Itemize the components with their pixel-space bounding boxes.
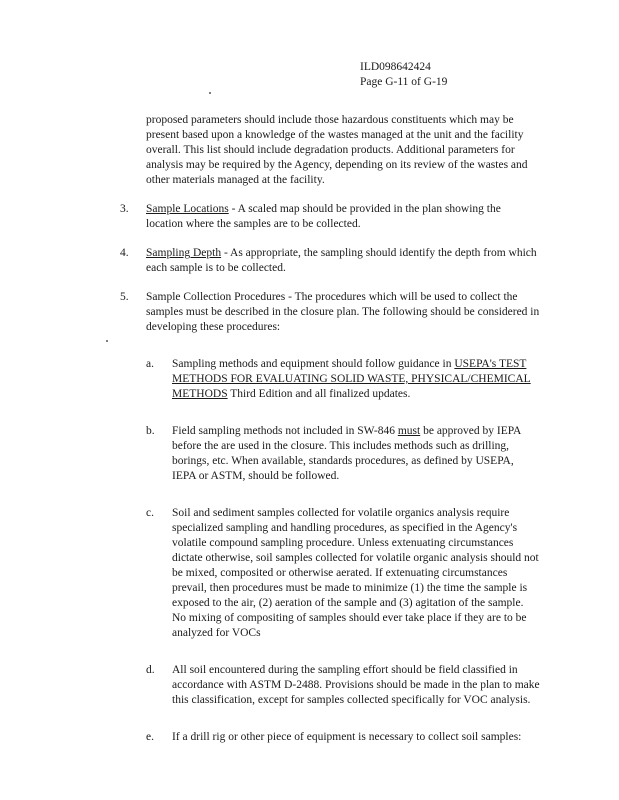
subitem-text: Soil and sediment samples collected for volatile organics analysis require specialized sampling and handling procedures, as specified in the Agency's volatile compound sampling procedure. Unless extenuating circumstances dictate otherwise, soil samples collected for volatile organic analysis should not be mixed, composited or otherwise aerated. If extenuating circumstances prevail, then procedures must be made to minimize (1) the time the sample is exposed to the air, (2) aeration of the sample and (3) agitation of the sample. No mixing of compositing of samples should ever take place if they are to be analyzed for VOCs xyxy=(172,507,539,639)
intro-paragraph: proposed parameters should include those hazardous constituents which may be present based upon a knowledge of the wastes managed at the unit and the facility overall. This list should include degradation products. Additional parameters for analysis may be required by the Agency, depending on its review of the wastes and other materials managed at the facility. xyxy=(146,114,528,186)
page-header xyxy=(360,60,447,90)
item-text: - The procedures which will be used to collect the samples must be described in the closure plan. The following should be considered in developing these procedures: xyxy=(146,291,540,333)
item-text: - As appropriate, the sampling should identify the depth from which each sample is to be collected. xyxy=(146,247,537,274)
subitem-text: Third Edition and all finalized updates. xyxy=(227,388,411,400)
reference-link[interactable]: USEPA's TEST METHODS FOR EVALUATING SOLID WASTE, PHYSICAL/CHEMICAL METHODS xyxy=(172,358,531,400)
subitem-d xyxy=(120,663,540,708)
item-number: 3. xyxy=(120,203,129,215)
subitem-label: d. xyxy=(146,664,155,676)
subitem-label: c. xyxy=(146,507,154,519)
subitem-text: be approved by IEPA before the are used in the closure. This includes methods such as drilling, borings, etc. When available, standards procedures, as defined by USEPA, IEPA or ASTM, should be followed. xyxy=(172,425,521,482)
emphasis-text: must xyxy=(397,425,421,437)
subitem-a xyxy=(120,357,540,402)
subitem-label: a. xyxy=(146,358,154,370)
item-title: Sample Locations xyxy=(146,203,229,215)
subitem-b xyxy=(120,424,540,484)
list-item-sampling-depth xyxy=(120,246,540,276)
subitem-label: e. xyxy=(146,731,154,743)
list-item-sample-locations xyxy=(120,202,540,232)
item-number: 4. xyxy=(120,247,129,259)
scan-speck xyxy=(209,92,211,94)
subitem-c xyxy=(120,506,540,641)
subitem-text: All soil encountered during the sampling effort should be field classified in accordance with ASTM D-2488. Provisions should be made in the plan to make this classification, except for samples collected specifically for VOC analysis. xyxy=(172,664,540,706)
item-title: Sampling Depth xyxy=(146,247,222,259)
subitem-label: b. xyxy=(146,425,155,437)
scan-speck xyxy=(106,340,108,342)
subitem-text: If a drill rig or other piece of equipment is necessary to collect soil samples: xyxy=(172,731,522,743)
page-number: Page G-11 of G-19 xyxy=(360,76,448,88)
subitem-e xyxy=(120,730,540,745)
list-item-sample-collection xyxy=(120,290,540,335)
item-text: - A scaled map should be provided in the plan showing the location where the samples are to be collected. xyxy=(146,203,501,230)
subitem-text: Sampling methods and equipment should follow guidance in xyxy=(172,358,455,370)
document-body xyxy=(120,113,540,745)
document-id: ILD098642424 xyxy=(360,61,431,73)
item-number: 5. xyxy=(120,291,129,303)
item-title: Sample Collection Procedures xyxy=(146,291,286,303)
subitem-text: Field sampling methods not included in SW-846 xyxy=(172,425,398,437)
